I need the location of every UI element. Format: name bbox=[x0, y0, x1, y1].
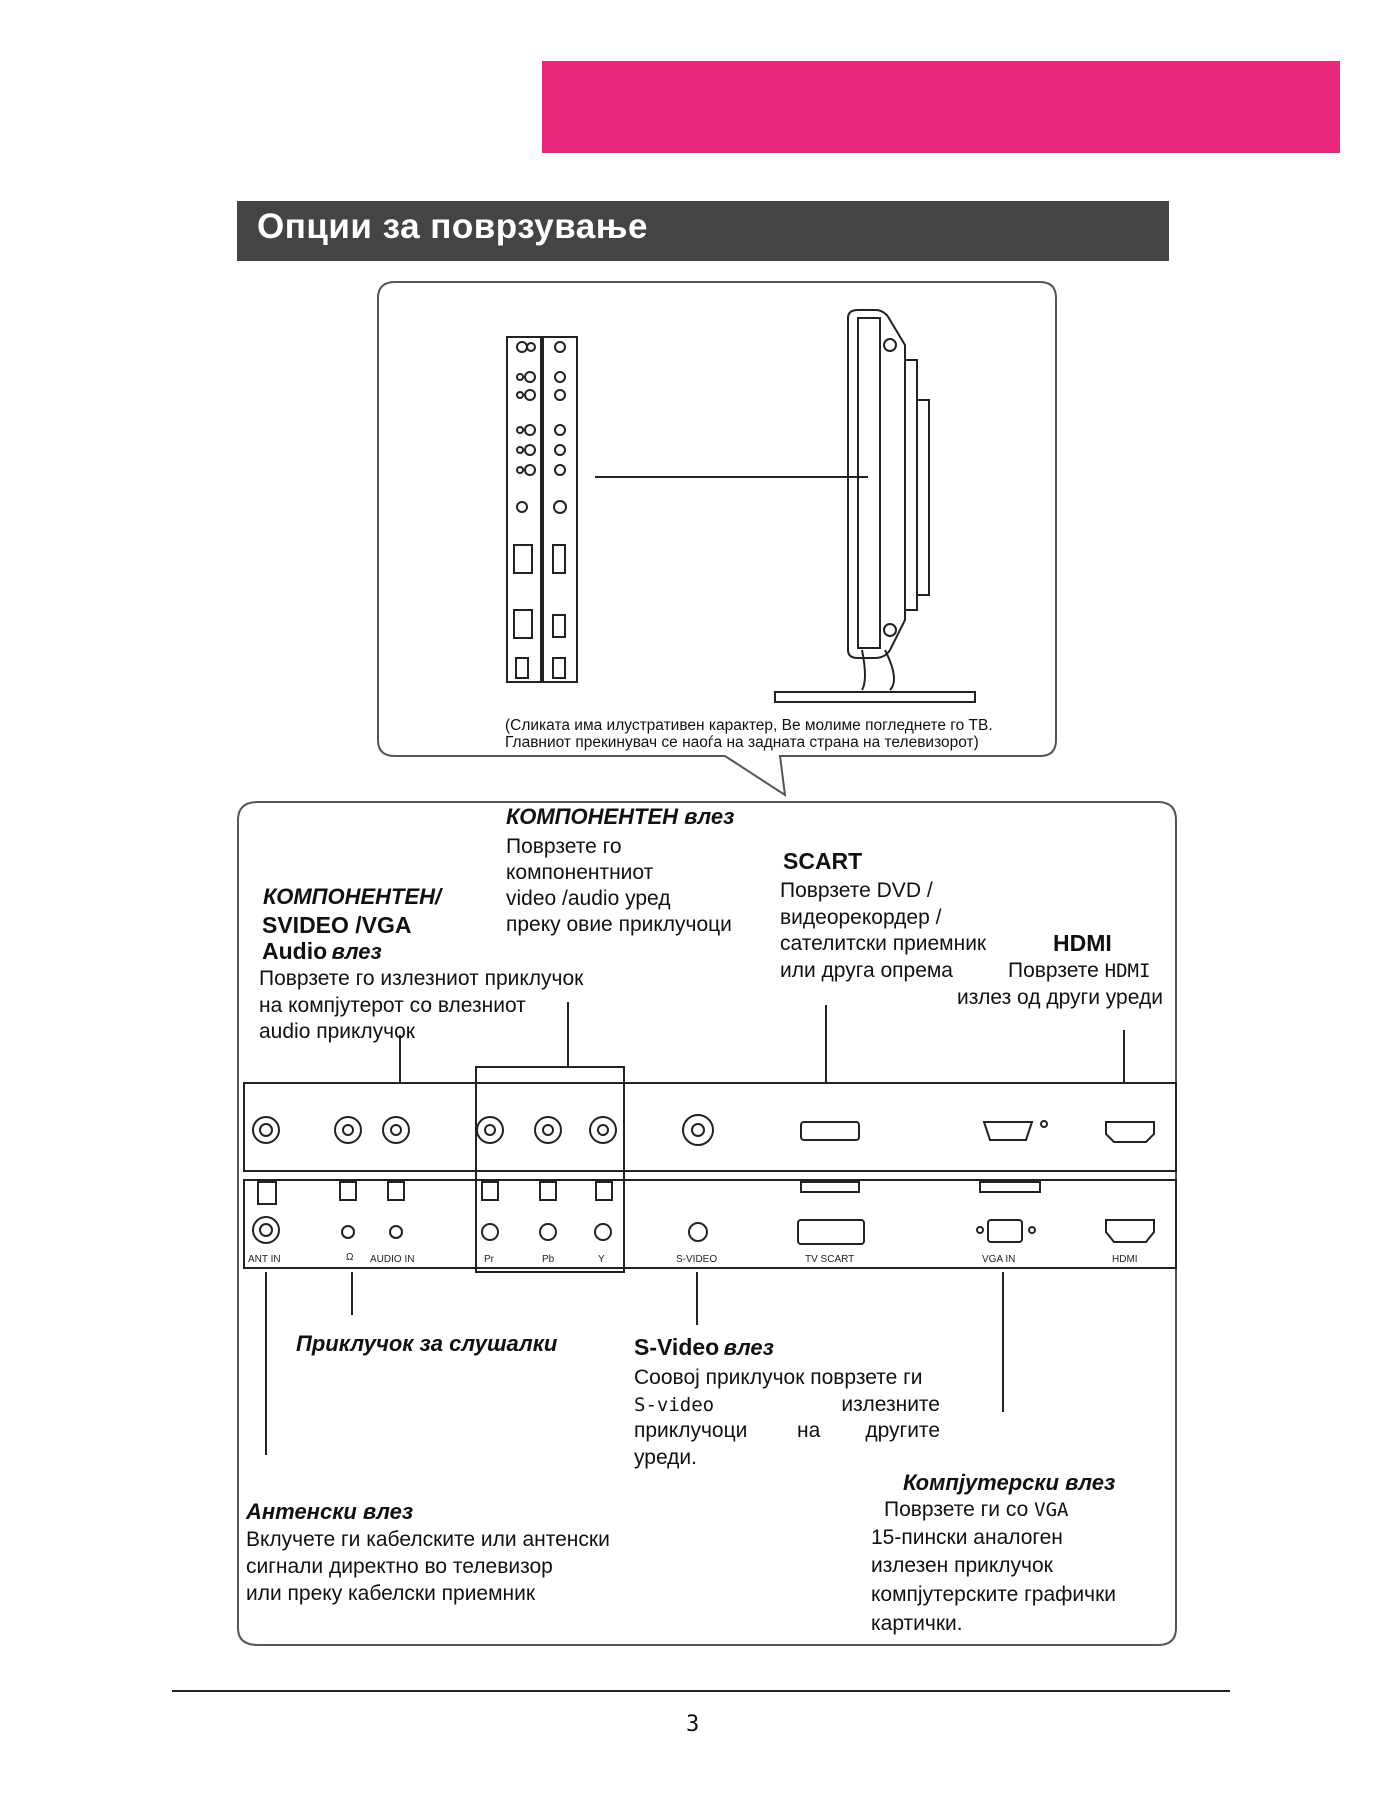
component-desc-line2: компонентниот bbox=[506, 861, 654, 884]
hdmi-title: HDMI bbox=[1053, 930, 1112, 956]
side-panel-illustration bbox=[507, 337, 577, 682]
hdmi-desc-line1-hdmi: HDMI bbox=[1104, 960, 1151, 982]
svideo-desc-line3-c: другите bbox=[865, 1419, 940, 1442]
svideo-title bbox=[634, 1334, 774, 1361]
antenna-desc-line2: сигнали директно во телевизор bbox=[246, 1555, 553, 1578]
component-desc-line1: Поврзете го bbox=[506, 835, 622, 858]
svideo-desc-line3-b: на bbox=[797, 1419, 821, 1442]
pc-audio-desc-line1: Поврзете го излезниот приклучок bbox=[259, 967, 584, 990]
headphone-icon: Ω bbox=[346, 1252, 354, 1263]
scart-title: SCART bbox=[783, 848, 863, 874]
hdmi-desc-line1 bbox=[1008, 958, 1150, 984]
antenna-desc-line1: Вклучете ги кабелските или антенски bbox=[246, 1528, 610, 1551]
scart-desc-line1: Поврзете DVD / bbox=[780, 879, 933, 902]
computer-input-title: Компјутерски влез bbox=[903, 1470, 1116, 1495]
svideo-desc-line2 bbox=[634, 1392, 940, 1418]
illustration-caption-line1: (Сликата има илустративен карактер, Ве молиме погледнете го ТВ. bbox=[505, 717, 993, 734]
scart-desc-line3: сателитски приемник bbox=[780, 932, 987, 955]
computer-desc-line1-vga: VGA bbox=[1034, 1499, 1069, 1521]
pc-audio-desc-line2: на компјутерот со влезниот bbox=[259, 994, 526, 1017]
computer-desc-line5: картички. bbox=[871, 1612, 963, 1635]
hdmi-desc-line2: излез од други уреди bbox=[957, 986, 1163, 1009]
svideo-desc-line3-a: приклучоци bbox=[634, 1419, 748, 1442]
pr-port-label: Pr bbox=[484, 1254, 494, 1265]
svideo-desc-line3 bbox=[634, 1418, 940, 1444]
component-input-title: КОМПОНЕНТЕН влез bbox=[506, 804, 735, 829]
hdmi-desc-line1-text: Поврзете bbox=[1008, 959, 1099, 982]
svideo-desc-line2-b: излезните bbox=[841, 1393, 940, 1416]
illustration-caption-line2: Главниот прекинувач се наоѓа на задната страна на телевизорот) bbox=[505, 734, 979, 751]
computer-desc-line1 bbox=[884, 1497, 1068, 1523]
footer-divider bbox=[172, 1690, 1230, 1692]
pc-audio-title-vlez: влез bbox=[331, 939, 382, 964]
computer-desc-line1-text: Поврзете ги со bbox=[884, 1498, 1029, 1521]
ant-in-port-label: ANT IN bbox=[248, 1254, 281, 1265]
page-title: Опции за поврзување bbox=[257, 207, 648, 246]
tv-side-view-illustration bbox=[775, 310, 975, 702]
svideo-port-label: S-VIDEO bbox=[676, 1254, 718, 1265]
svideo-desc-line4: уреди. bbox=[634, 1446, 697, 1469]
scart-port-label: TV SCART bbox=[805, 1254, 855, 1265]
pc-audio-title-line2: SVIDEO /VGA bbox=[262, 912, 412, 938]
audio-in-port-label: AUDIO IN bbox=[370, 1254, 415, 1265]
pc-audio-desc-line3: audio приклучок bbox=[259, 1020, 415, 1043]
rear-panel-front-view bbox=[244, 1083, 1176, 1171]
y-port-label: Y bbox=[598, 1254, 605, 1265]
page-number: 3 bbox=[686, 1712, 700, 1737]
pc-audio-title-line3 bbox=[262, 938, 382, 965]
scart-desc-line4: или друга опрема bbox=[780, 959, 953, 982]
computer-desc-line4: компјутерските графички bbox=[871, 1583, 1117, 1606]
rear-panel-bottom-view bbox=[244, 1067, 1176, 1272]
component-desc-line3: video /audio уред bbox=[506, 887, 671, 910]
computer-desc-line2: 15-пински аналоген bbox=[871, 1526, 1063, 1549]
svideo-title-vlez: влез bbox=[723, 1335, 774, 1360]
computer-desc-line3: излезен приклучок bbox=[871, 1554, 1053, 1577]
pc-audio-title-audio: Audio bbox=[262, 938, 328, 964]
antenna-title: Антенски влез bbox=[246, 1499, 414, 1524]
component-desc-line4: преку овие приклучоци bbox=[506, 913, 732, 936]
scart-desc-line2: видеорекордер / bbox=[780, 906, 942, 929]
headphone-title: Приклучок за слушалки bbox=[296, 1331, 558, 1356]
vga-port-label: VGA IN bbox=[982, 1254, 1016, 1265]
svideo-desc-line2-a: S-video bbox=[634, 1394, 715, 1416]
pc-audio-title-line1: КОМПОНЕНТЕН/ bbox=[263, 884, 442, 909]
hdmi-port-label: HDMI bbox=[1112, 1254, 1138, 1265]
antenna-desc-line3: или преку кабелски приемник bbox=[246, 1582, 536, 1605]
pb-port-label: Pb bbox=[542, 1254, 555, 1265]
svideo-title-main: S-Video bbox=[634, 1334, 720, 1360]
svideo-desc-line1: Соовој приклучок поврзете ги bbox=[634, 1366, 923, 1389]
